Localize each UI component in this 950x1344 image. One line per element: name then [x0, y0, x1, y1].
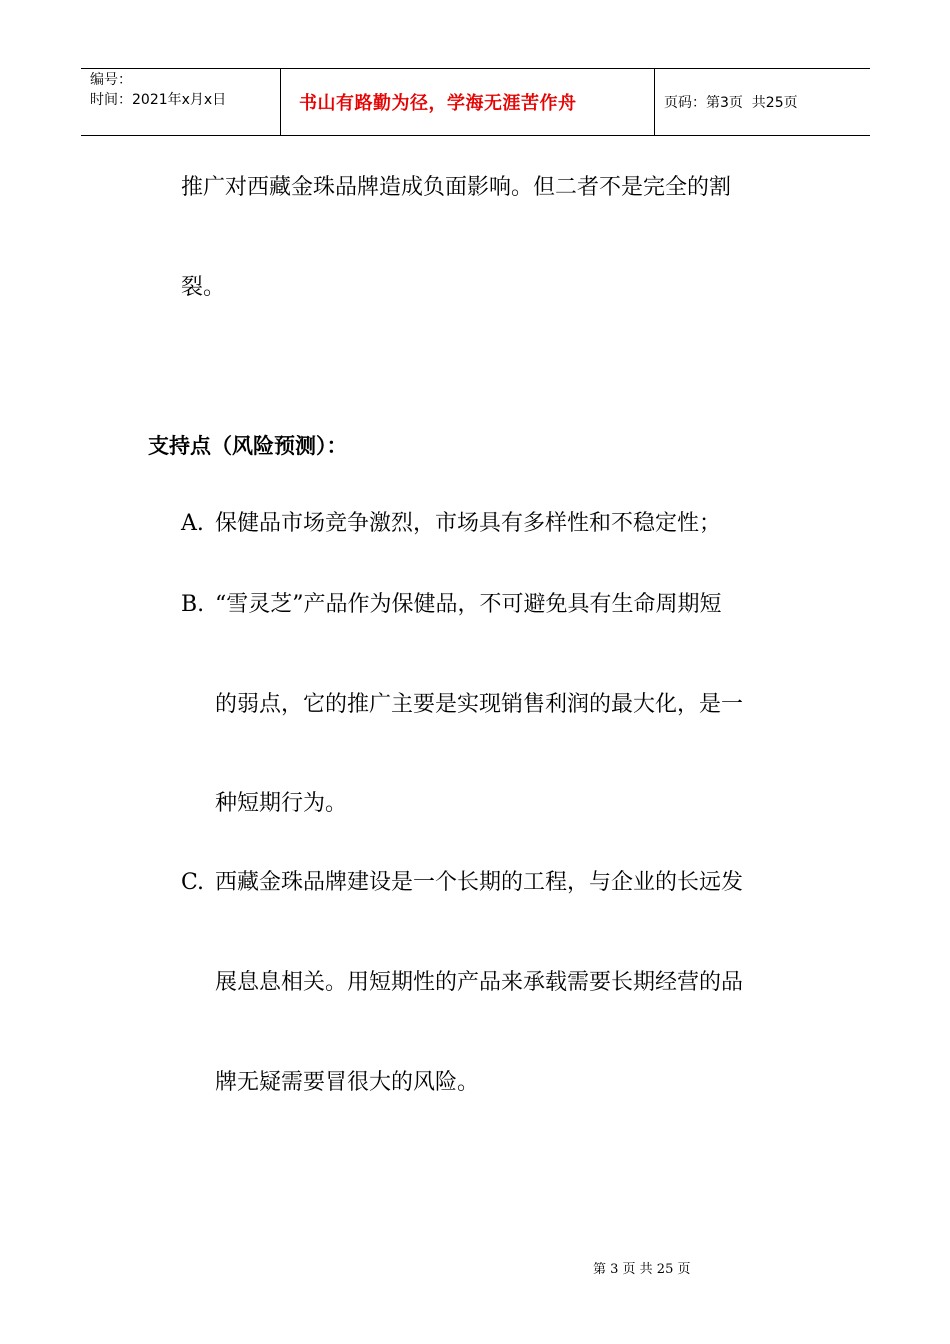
list-item-b-line-1: “雪灵芝”产品作为保健品，不可避免具有生命周期短 [215, 592, 722, 617]
header-motto-cell [281, 69, 655, 135]
list-item-b [181, 590, 722, 620]
list-item-a-line-1: 保健品市场竞争激烈，市场具有多样性和不稳定性； [215, 511, 722, 536]
list-marker-a: A. [181, 511, 204, 536]
section-heading: 支持点（风险预测）： [148, 434, 348, 458]
header-page-info: 页码：第3页 共25页 [664, 95, 798, 111]
header-meta-cell [81, 69, 281, 135]
list-item-c [181, 868, 743, 898]
list-marker-c: C. [181, 870, 205, 895]
header-number-label: 编号： [90, 72, 132, 88]
document-header [81, 68, 870, 136]
paragraph-line-2: 裂。 [181, 275, 226, 300]
list-item-c-line-3: 牌无疑需要冒很大的风险。 [215, 1070, 480, 1095]
paragraph-line-1: 推广对西藏金珠品牌造成负面影响。但二者不是完全的割 [181, 175, 732, 200]
list-item-b-line-2: 的弱点，它的推广主要是实现销售利润的最大化，是一 [215, 692, 744, 717]
page-footer: 第 3 页 共 25 页 [593, 1262, 691, 1277]
header-motto: 书山有路勤为径，学海无涯苦作舟 [299, 93, 577, 114]
list-marker-b: B. [181, 592, 205, 617]
list-item-b-line-3: 种短期行为。 [215, 791, 348, 816]
list-item-c-line-1: 西藏金珠品牌建设是一个长期的工程，与企业的长远发 [215, 870, 744, 895]
list-item-c-line-2: 展息息相关。用短期性的产品来承载需要长期经营的品 [215, 970, 744, 995]
header-time-label: 时间：2021年x月x日 [90, 92, 227, 108]
list-item-a [181, 509, 721, 539]
